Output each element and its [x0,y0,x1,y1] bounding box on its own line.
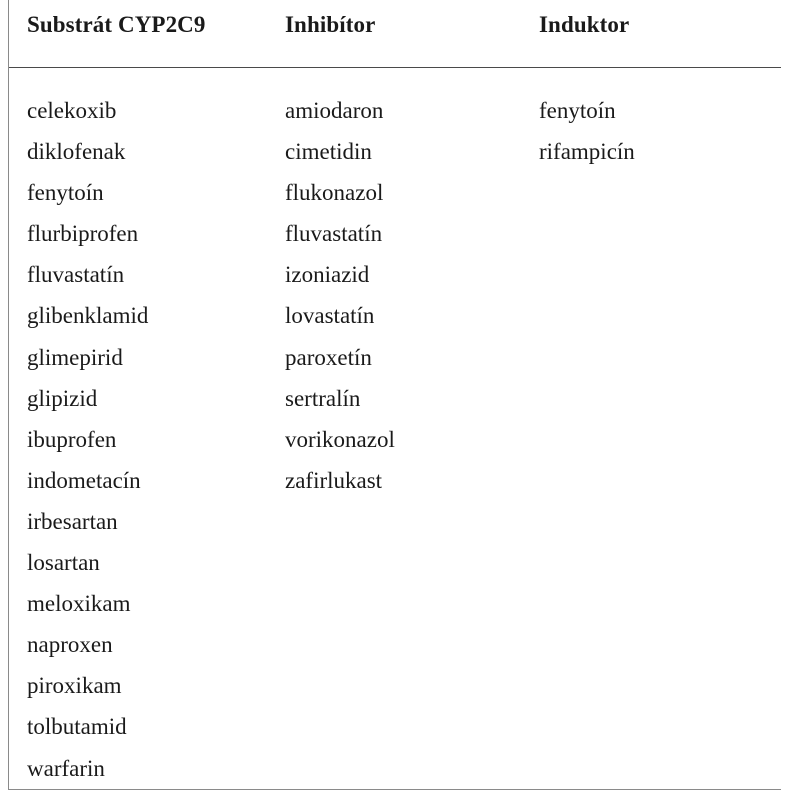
induktor-column [539,90,635,172]
inhibitor-cell: vorikonazol [285,426,395,452]
induktor-cell: fenytoín [539,98,616,123]
substrat-cell: celekoxib [27,98,117,123]
substrat-cell: irbesartan [27,508,118,534]
header-rule [9,67,781,68]
inhibitor-cell: paroxetín [285,344,372,370]
substrat-cell: fluvastatín [27,262,125,288]
inhibitor-cell: fluvastatín [285,221,383,247]
induktor-cell: rifampicín [539,139,635,165]
column-header-induktor: Induktor [539,12,630,37]
substrat-cell: naproxen [27,632,113,658]
column-header-inhibitor: Inhibítor [285,12,376,37]
substrat-cell: glipizid [27,385,98,411]
substrat-cell: losartan [27,550,100,576]
inhibitor-cell: lovastatín [285,303,375,329]
substrat-cell: ibuprofen [27,426,117,452]
substrat-cell: tolbutamid [27,714,127,740]
substrat-column [27,90,148,789]
inhibitor-cell: flukonazol [285,180,384,206]
substrat-cell: glibenklamid [27,303,149,329]
inhibitor-column [285,90,395,501]
inhibitor-cell: amiodaron [285,98,384,123]
inhibitor-cell: zafirlukast [285,467,383,493]
substrat-cell: fenytoín [27,180,104,206]
inhibitor-cell: izoniazid [285,262,370,288]
substrat-cell: flurbiprofen [27,221,139,247]
substrat-cell: piroxikam [27,673,122,699]
inhibitor-cell: sertralín [285,385,361,411]
substrat-cell: warfarin [27,755,105,781]
inhibitor-cell: cimetidin [285,139,372,165]
substrat-cell: indometacín [27,467,141,493]
substrat-cell: meloxikam [27,591,131,617]
substrat-cell: glimepirid [27,344,123,370]
column-header-substrat: Substrát CYP2C9 [27,12,206,37]
substrat-cell: diklofenak [27,139,126,165]
